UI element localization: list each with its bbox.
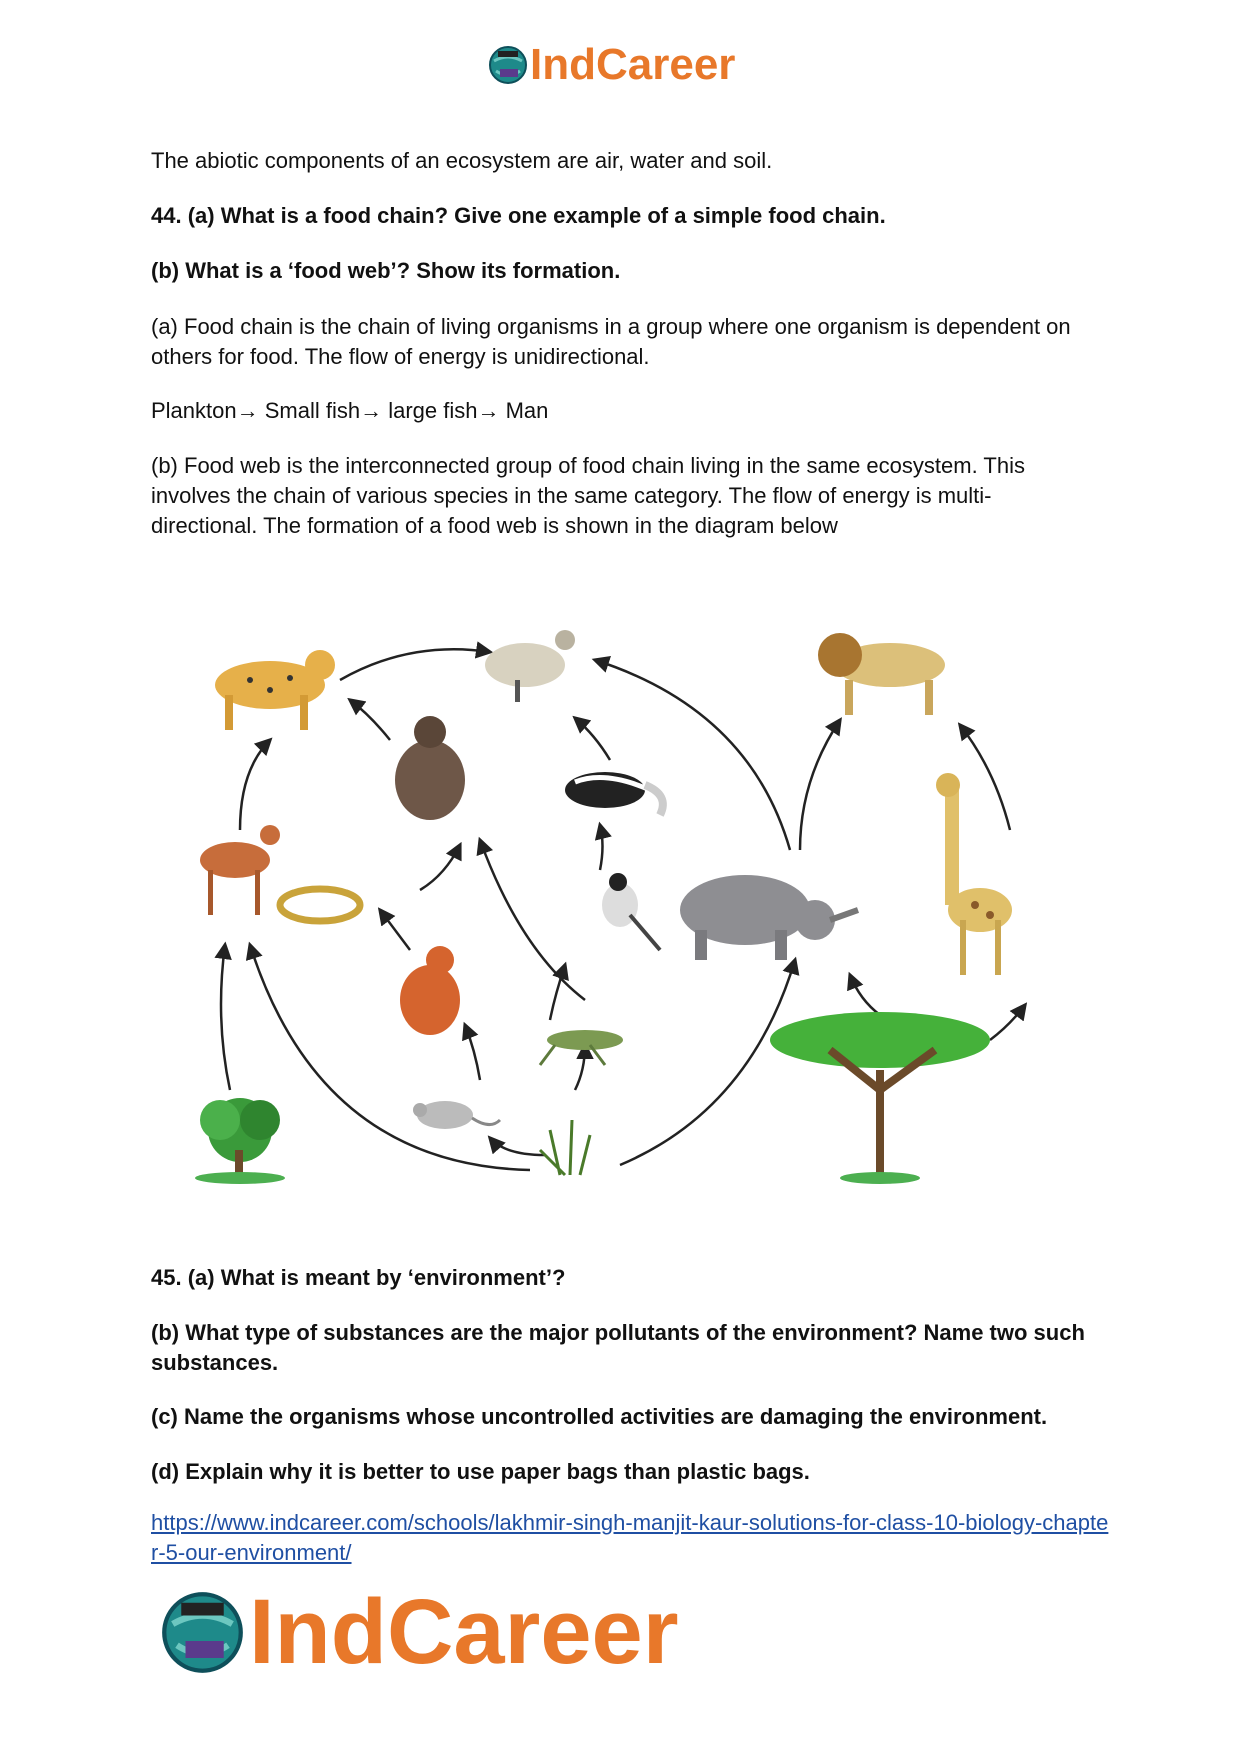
footer-logo-text: IndCareer [249, 1581, 679, 1683]
footer-logo[interactable] [160, 1581, 679, 1683]
cheetah-illustration [215, 650, 335, 730]
header-logo[interactable] [488, 40, 735, 90]
snake-illustration [280, 889, 360, 921]
question-45d: (d) Explain why it is better to use paper bags than plastic bags. [151, 1459, 810, 1484]
grasshopper-illustration [540, 1030, 623, 1065]
giraffe-illustration [936, 773, 1012, 975]
answer-44a: (a) Food chain is the chain of living organisms in a group where one organism is dependent on others for food. The flow of energy is unidirectional. [151, 314, 1071, 369]
mouse-illustration [413, 1101, 500, 1129]
globe-logo-icon [488, 45, 528, 85]
rhinoceros-illustration [680, 875, 858, 960]
food-chain-example: Plankton→ Small fish→ large fish→ Man [151, 398, 549, 423]
lion-illustration [818, 633, 945, 715]
header-logo-text: IndCareer [530, 40, 736, 89]
question-44a: 44. (a) What is a food chain? Give one example of a simple food chain. [151, 203, 886, 228]
question-45c: (c) Name the organisms whose uncontrolled activities are damaging the environment. [151, 1404, 1048, 1429]
skunk-illustration [565, 772, 663, 815]
bush-illustration [195, 1098, 285, 1184]
acacia-tree-illustration [770, 1012, 990, 1184]
answer-44b: (b) Food web is the interconnected group of food chain living in the same ecosystem. This involves the chain of various species in the same category. The flow of energy is multi-directional. The formation of a food web is shown in the diagram below [151, 453, 1025, 538]
food-web-diagram [190, 620, 1070, 1210]
baboon-illustration [395, 716, 465, 820]
source-link[interactable]: https://www.indcareer.com/schools/lakhmir-singh-manjit-kaur-solutions-for-class-10-biology-chapter-5-our-environment/ [151, 1510, 1109, 1565]
grass-illustration [540, 1120, 590, 1175]
caracal-illustration [400, 946, 460, 1035]
vulture-illustration [485, 630, 575, 702]
question-45b: (b) What type of substances are the major pollutants of the environment? Name two such substances. [151, 1320, 1085, 1375]
bird-illustration [602, 873, 660, 950]
question-44b: (b) What is a ‘food web’? Show its formation. [151, 258, 621, 283]
globe-logo-icon [160, 1590, 245, 1675]
question-45a: 45. (a) What is meant by ‘environment’? [151, 1265, 566, 1290]
paragraph-abiotic: The abiotic components of an ecosystem are air, water and soil. [151, 148, 773, 173]
antelope-illustration [200, 825, 280, 915]
